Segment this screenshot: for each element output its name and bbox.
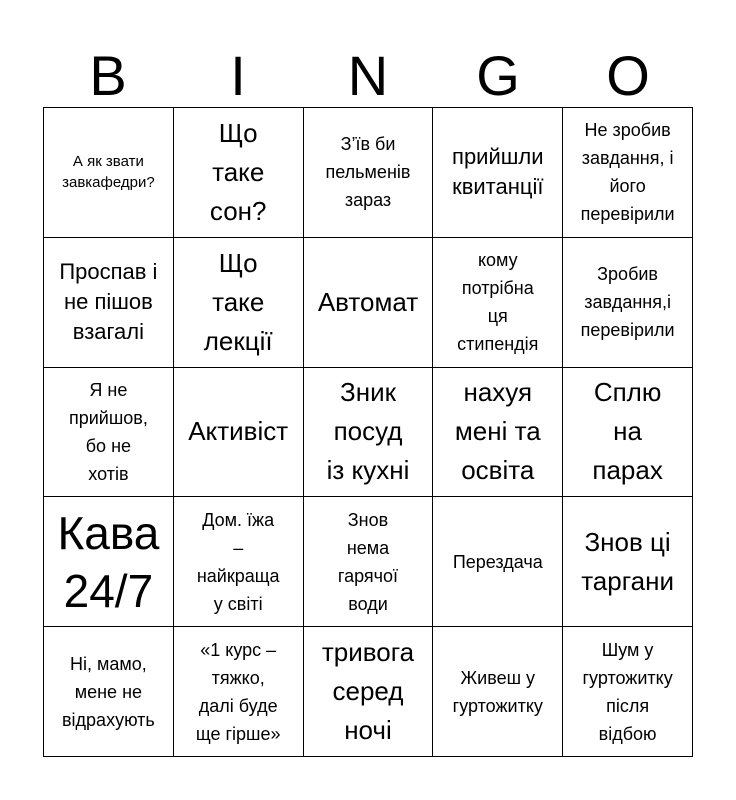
bingo-cell-text: Знов ці таргани [581,526,674,596]
bingo-cell[interactable] [433,238,563,368]
bingo-cell-text: Дом. їжа – найкраща у світі [196,509,280,614]
bingo-cell-text: Не зробив завдання, і його перевірили [580,120,675,225]
bingo-cell-text: нахуя мені та освіта [454,377,541,486]
bingo-cell[interactable] [304,497,434,627]
bingo-cell[interactable] [174,497,304,627]
bingo-cell-text: Що таке сон? [209,117,267,226]
bingo-cell-text: Зробив завдання,і перевірили [580,264,675,341]
bingo-header [43,38,693,114]
bingo-cell[interactable] [174,627,304,757]
bingo-cell-text: Знов нема гарячої води [337,509,399,614]
bingo-cell[interactable] [304,108,434,238]
bingo-cell-text: Шум у гуртожитку після відбою [582,639,673,744]
bingo-cell-text: Що таке лекції [203,247,273,356]
bingo-cell[interactable] [304,368,434,498]
bingo-cell-text: тривога серед ночі [321,637,415,746]
header-letter-g: G [476,44,520,107]
bingo-cell[interactable] [44,497,174,627]
header-letter-n: N [347,44,389,107]
bingo-cell-text: Автомат [317,286,419,317]
bingo-cell[interactable] [174,108,304,238]
header-letter-b: B [89,44,127,107]
bingo-cell[interactable] [563,368,693,498]
bingo-cell[interactable] [563,238,693,368]
bingo-cell[interactable] [44,108,174,238]
bingo-cell[interactable] [433,368,563,498]
bingo-cell-text: Сплю на парах [592,377,663,486]
bingo-cell-text: З’їв би пельменів зараз [325,134,411,211]
bingo-cell[interactable] [304,627,434,757]
bingo-cell-text: «1 курс – тяжко, далі буде ще гірше» [195,639,281,744]
bingo-cell-text: Кава 24/7 [57,506,160,617]
bingo-cell-text: Активіст [188,416,289,447]
header-letter-o: O [606,44,650,107]
bingo-board [43,107,693,757]
bingo-cell[interactable] [433,108,563,238]
bingo-cell[interactable] [304,238,434,368]
bingo-cell[interactable] [433,627,563,757]
bingo-cell-text: Перездача [452,551,543,572]
bingo-cell[interactable] [174,368,304,498]
bingo-cell-text: Живеш у гуртожитку [452,667,543,716]
bingo-cell[interactable] [563,108,693,238]
bingo-cell[interactable] [563,627,693,757]
bingo-cell-text: кому потрібна ця стипендія [457,250,539,355]
bingo-cell[interactable] [44,238,174,368]
bingo-cell-text: прийшли квитанції [452,144,544,200]
bingo-cell-text: Ні, мамо, мене не відрахують [61,653,155,730]
bingo-cell[interactable] [433,497,563,627]
bingo-cell-text: Зник посуд із кухні [326,377,410,486]
bingo-cell[interactable] [44,627,174,757]
bingo-cell-text: Проспав і не пішов взагалі [59,259,158,345]
bingo-cell[interactable] [563,497,693,627]
bingo-cell-text: Я не прийшов, бо не хотів [68,379,148,484]
bingo-cell[interactable] [174,238,304,368]
header-letter-i: I [230,44,246,107]
bingo-cell-text: А як звати завкафедри? [62,153,155,192]
bingo-cell[interactable] [44,368,174,498]
